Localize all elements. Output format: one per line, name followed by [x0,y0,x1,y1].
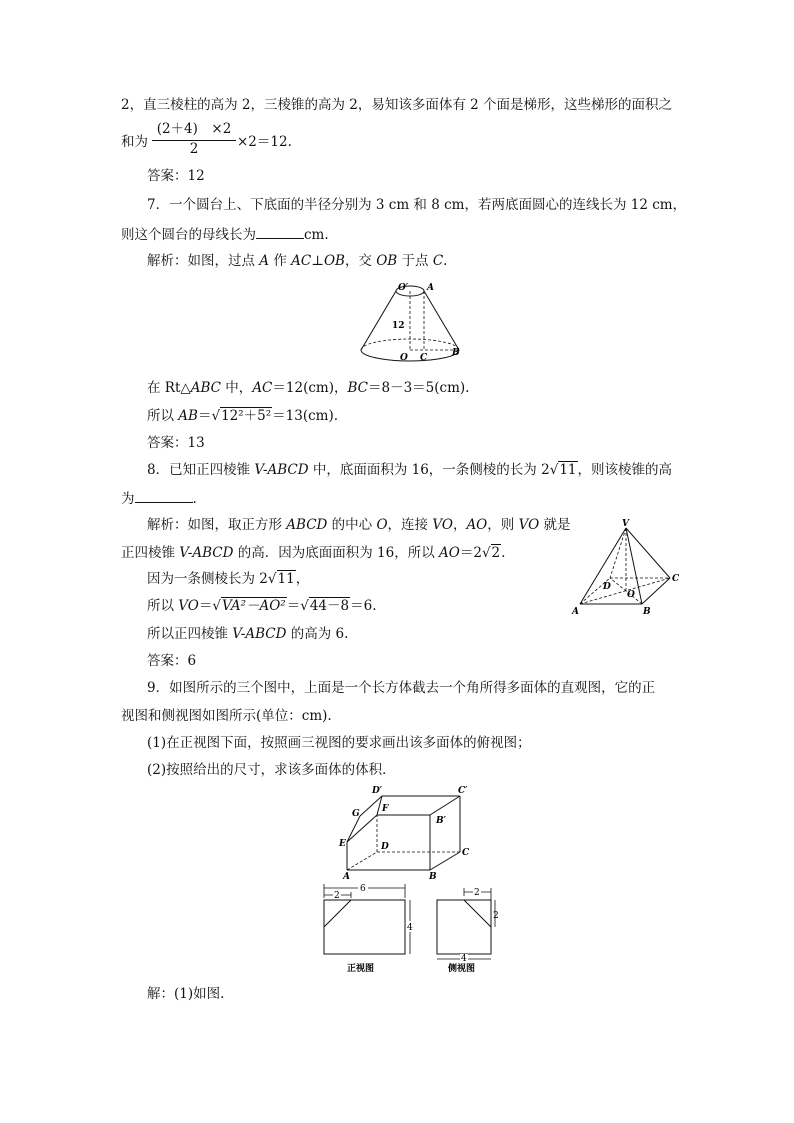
label-O1: O′ [398,283,409,293]
edge-gd1 [360,796,382,816]
slant-right [424,291,459,350]
text-line: 和为 [121,134,148,150]
question-7-stem: 7．一个圆台上、下底面的半径分别为 3 cm 和 8 cm，若两底面圆心的连线长为 12 cm， [147,197,687,213]
front-view-figure [316,882,422,974]
cuboid-figure [335,782,480,882]
solution-text: 所以 AB＝√12²＋5²＝13(cm). [147,408,339,424]
dim-label-2: 2 [474,888,480,898]
solution-text: 所以 VO＝√VA²－AO²＝√44－8＝6. [147,598,377,614]
fraction [152,121,236,158]
label-O: O [400,353,408,363]
edge-vd [610,528,626,578]
solution-text: 正四棱锥 V-ABCD 的高．因为底面面积为 16，所以 AO＝2√2. [121,545,506,561]
label-B1: B′ [436,816,446,826]
answer-text: 答案：12 [147,168,205,184]
solution-text: 解析：如图，取正方形 ABCD 的中心 O，连接 VO，AO，则 VO 就是 [147,517,571,533]
cut-line [464,900,491,927]
label-B: B [643,607,651,617]
question-9-stem: 9．如图所示的三个图中，上面是一个长方体截去一个角所得多面体的直观图，它的正 [147,680,656,696]
solution-text: 因为一条侧棱长为 2√11， [147,571,310,587]
answer-text: 答案：6 [147,653,197,669]
solution-text: 解：(1)如图. [147,986,225,1002]
question-8-stem: 为 . [121,491,197,507]
side-rect [437,900,491,954]
dim-label-4: 4 [461,954,467,964]
edge-b1c1 [430,796,460,815]
text-line: 2，直三棱柱的高为 2，三棱锥的高为 2，易知该多面体有 2 个面是梯形，这些梯形的面积之 [121,97,673,113]
pyramid-figure [568,518,683,618]
edge-ef [347,815,377,842]
label-height: 12 [392,321,405,331]
question-7-stem: 则这个圆台的母线长为 cm. [121,227,329,243]
label-E: E [339,839,346,849]
label-A: A [343,872,350,882]
dim-label-6: 6 [360,884,366,894]
label-C1: C′ [458,786,468,796]
label-D1: D′ [372,786,383,796]
answer-blank [135,489,193,503]
question-9-item: (2)按照给出的尺寸，求该多面体的体积． [147,762,396,778]
edge-ad [347,852,377,870]
edge-vc [626,528,670,578]
side-view-caption: 侧视图 [448,964,476,974]
label-G: G [352,809,360,819]
label-C: C [462,848,470,858]
fraction-numerator: (2＋4) ×2 [156,121,232,137]
front-rect [324,900,405,954]
cut-line [324,900,351,927]
label-C: C [420,353,428,363]
edge-eg [347,816,360,842]
label-F: F [382,804,389,814]
label-V: V [622,519,629,529]
solution-text: 在 Rt△ABC 中，AC＝12(cm)，BC＝8－3＝5(cm). [147,380,470,396]
edge-bc [430,852,460,870]
solution-text: 解析：如图，过点 A 作 AC⊥OB，交 OB 于点 C. [147,253,448,269]
dim-label-h2: 2 [493,911,499,921]
front-view-caption: 正视图 [347,964,375,974]
dim-label-4: 4 [407,923,413,933]
slant-left [361,291,396,350]
label-O: O [627,590,635,600]
question-9-item: (1)在正视图下面，按照画三视图的要求画出该多面体的俯视图； [147,735,531,751]
edge-bc [642,578,670,604]
answer-text: 答案：13 [147,435,205,451]
label-A: A [427,283,434,293]
side-view-figure [430,882,500,974]
text-line: ×2＝12. [237,134,292,150]
frustum-figure [355,278,470,368]
solution-text: 所以正四棱锥 V-ABCD 的高为 6. [147,626,349,642]
dim-label-2: 2 [334,891,340,901]
question-9-stem: 视图和侧视图如图所示(单位：cm). [121,708,332,724]
fraction-denominator: 2 [189,141,199,157]
label-C: C [672,574,680,584]
label-A: A [572,607,579,617]
bottom-circle-front [361,350,459,361]
label-B: B [429,872,437,882]
label-B: B [452,348,460,358]
label-D: D [381,842,389,852]
label-D: D [603,582,611,592]
question-8-stem: 8．已知正四棱锥 V-ABCD 中，底面面积为 16，一条侧棱的长为 2√11，则该棱锥的高 [147,462,672,478]
answer-blank [256,225,304,239]
